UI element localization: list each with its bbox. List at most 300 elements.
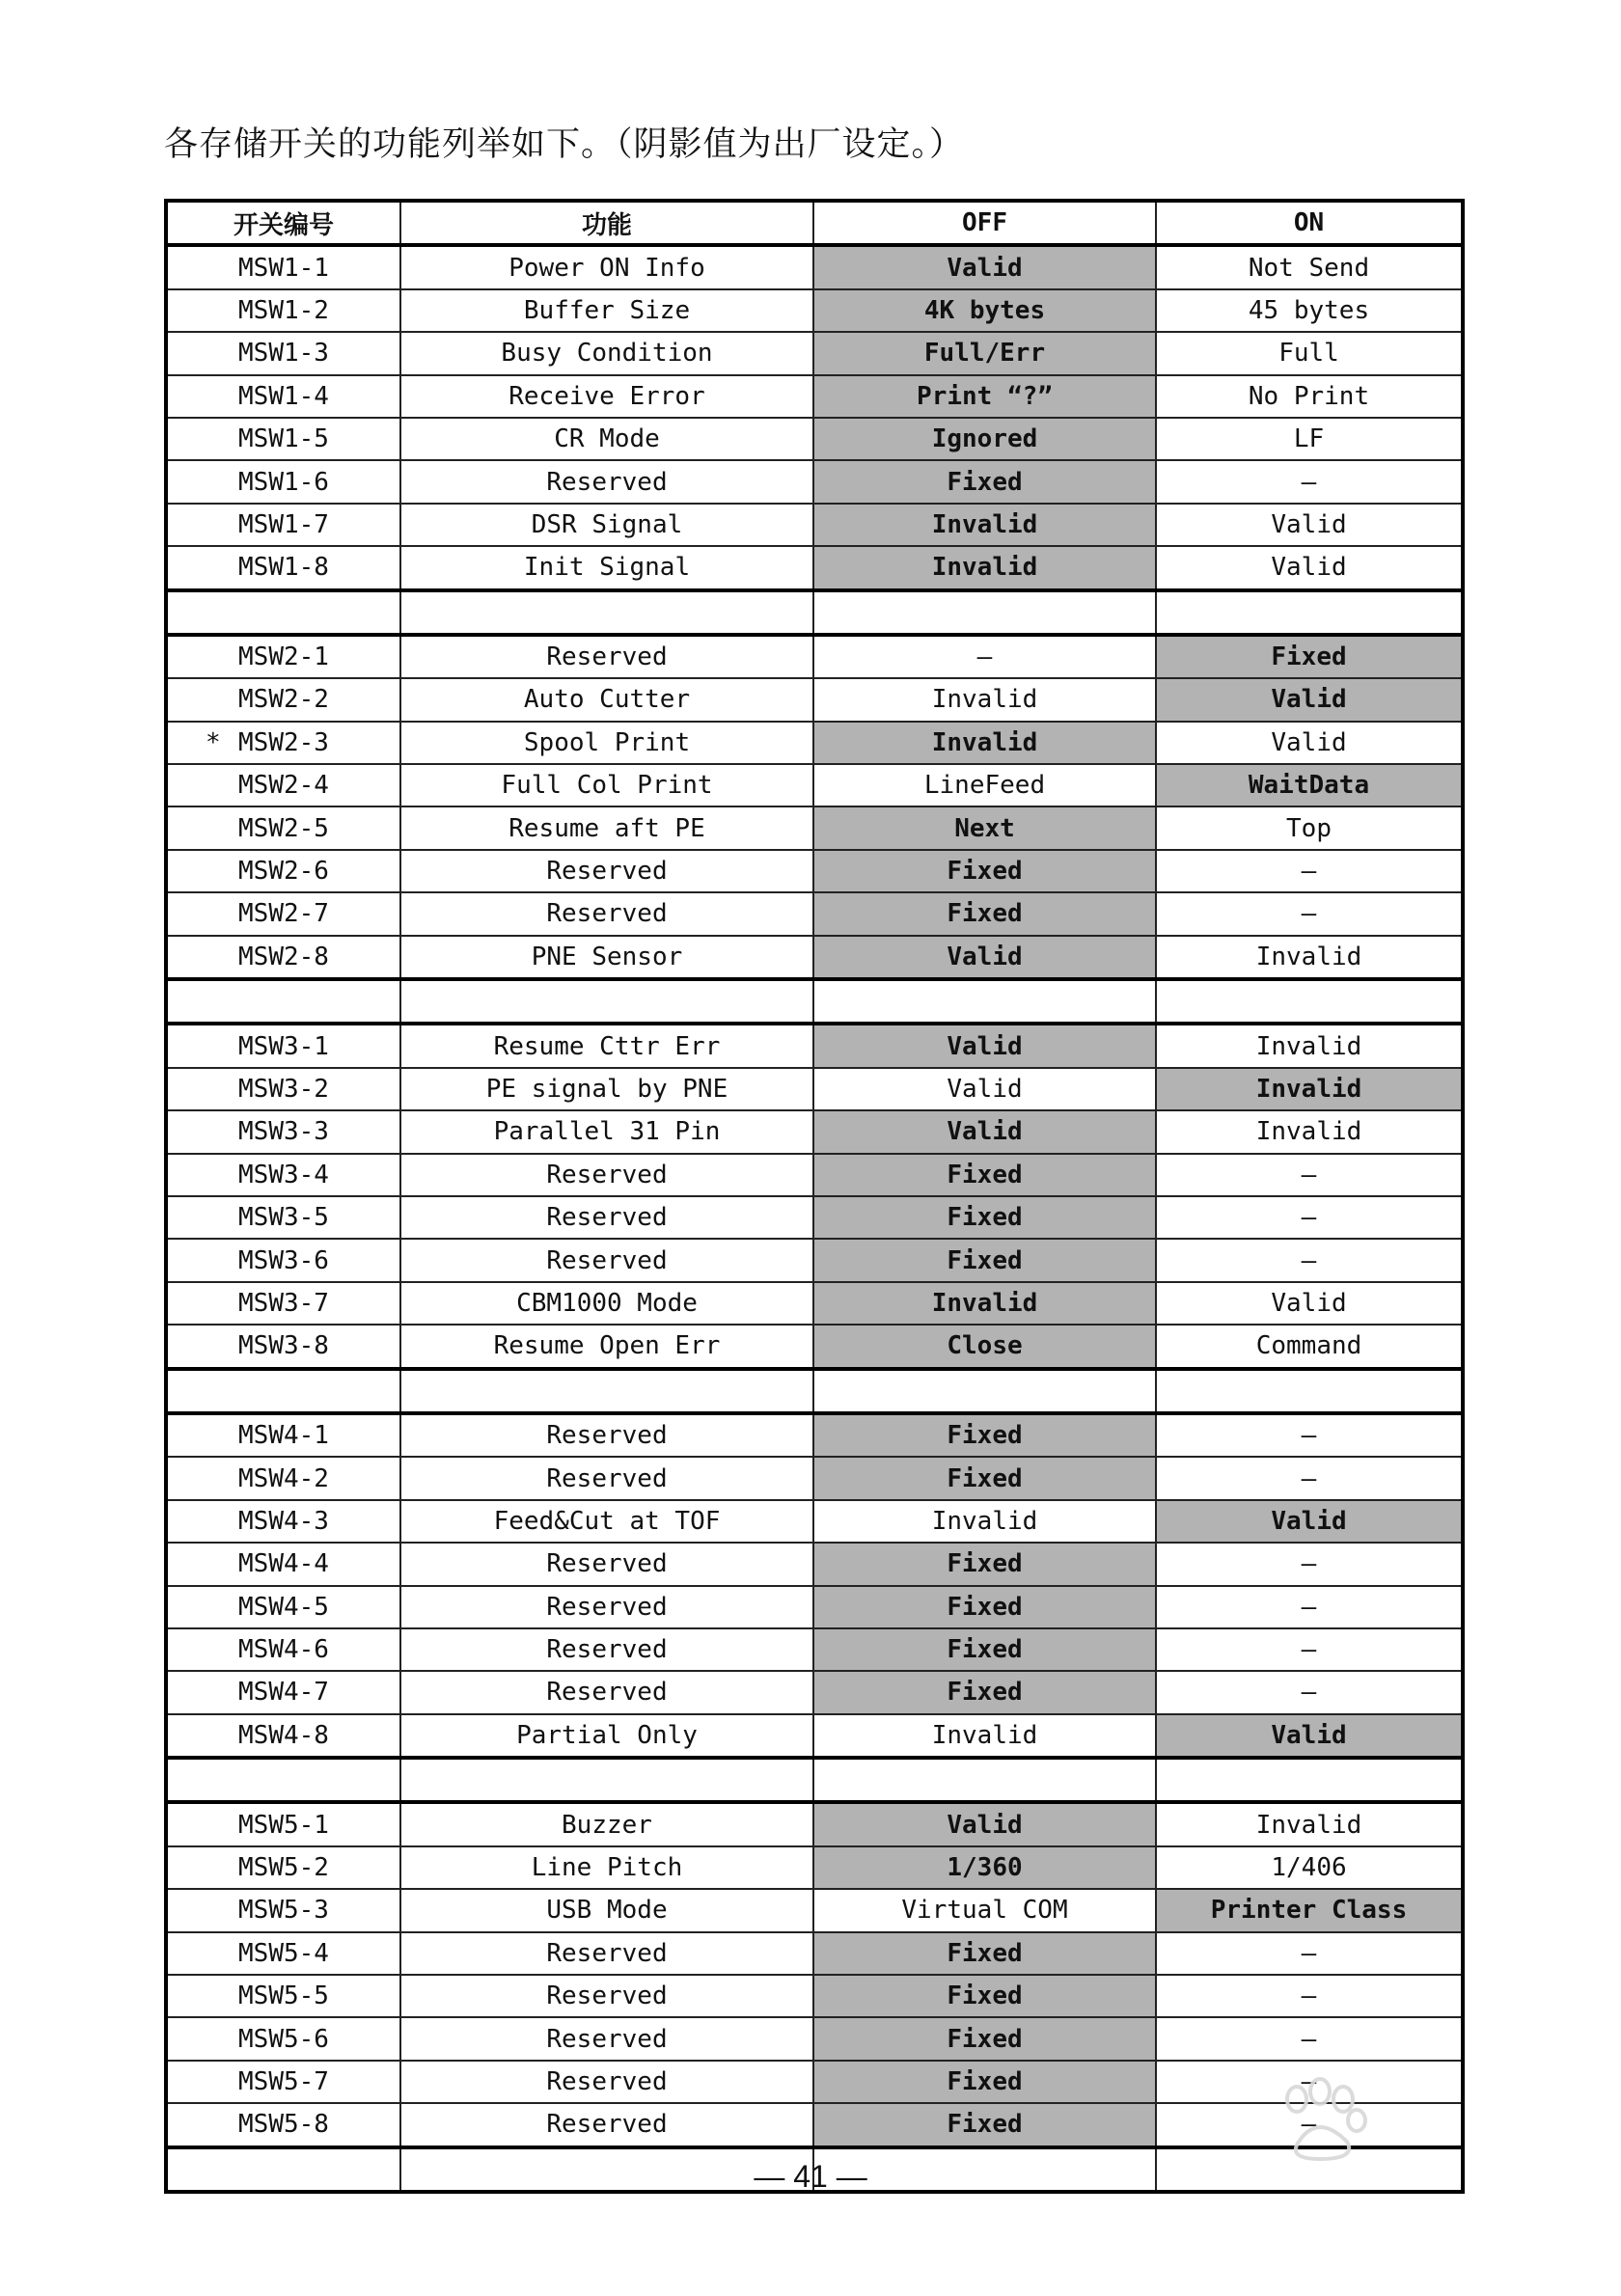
on-value-cell-text: Top [1286, 813, 1332, 843]
table-row [166, 1154, 1463, 1196]
off-value-cell [813, 289, 1156, 332]
function-cell [400, 332, 813, 374]
function-cell [400, 850, 813, 892]
page-number: — 41 — [754, 2159, 867, 2194]
switch-no-cell [166, 1110, 400, 1153]
off-value-cell [813, 678, 1156, 721]
on-value-cell [1156, 1068, 1463, 1110]
function-cell-text: Line Pitch [531, 1853, 683, 1883]
off-value-cell [813, 1196, 1156, 1239]
on-value-cell-text: — [1301, 1982, 1317, 2011]
switch-no-cell-text: MSW1-5 [238, 424, 329, 454]
on-value-cell [1156, 1586, 1463, 1628]
switch-no-cell-text: MSW2-7 [238, 899, 329, 929]
on-value-cell-text: Not Send [1248, 253, 1370, 283]
on-value-cell-text: — [1301, 1203, 1317, 1233]
on-value-cell-text: — [1301, 899, 1317, 929]
on-value-cell [1156, 504, 1463, 546]
switch-no-cell-text: MSW5-6 [238, 2024, 329, 2054]
function-cell-text: USB Mode [546, 1896, 668, 1926]
blank-cell [813, 1369, 1156, 1413]
switch-no-cell [166, 1846, 400, 1889]
table-row [166, 332, 1463, 374]
function-cell [400, 1500, 813, 1543]
on-value-cell-text: Printer Class [1210, 1896, 1408, 1926]
off-value-cell [813, 806, 1156, 849]
function-cell [400, 1154, 813, 1196]
function-cell-text: Partial Only [516, 1720, 698, 1750]
switch-no-cell-text: MSW4-4 [238, 1549, 329, 1579]
off-value-cell-text: Valid [947, 1075, 1023, 1104]
table-row [166, 892, 1463, 935]
on-value-cell [1156, 1628, 1463, 1671]
on-value-cell-text: WaitData [1248, 771, 1370, 801]
switch-no-cell [166, 1671, 400, 1713]
function-cell-text: Reserved [546, 1635, 668, 1665]
off-value-cell [813, 245, 1156, 288]
function-cell-text: Reserved [546, 642, 668, 672]
table-row [166, 1586, 1463, 1628]
table-row [166, 1802, 1463, 1845]
function-cell [400, 892, 813, 935]
function-cell [400, 1628, 813, 1671]
switch-no-cell-text: MSW4-1 [238, 1421, 329, 1451]
on-value-cell [1156, 2017, 1463, 2060]
table-row [166, 2017, 1463, 2060]
switch-no-cell-text: MSW3-6 [238, 1245, 329, 1275]
table-row [166, 418, 1463, 460]
switch-no-cell-text: MSW4-2 [238, 1463, 329, 1493]
on-value-cell-text: — [1301, 1549, 1317, 1579]
on-value-cell-text: — [1301, 467, 1317, 497]
on-value-cell [1156, 635, 1463, 678]
switch-no-cell [166, 1413, 400, 1457]
function-cell-text: Init Signal [523, 553, 691, 583]
off-value-cell [813, 2103, 1156, 2146]
on-value-cell [1156, 1239, 1463, 1281]
function-cell-text: Reserved [546, 857, 668, 887]
blank-cell [400, 1369, 813, 1413]
switch-no-cell [166, 332, 400, 374]
blank-cell [166, 590, 400, 635]
function-cell [400, 1239, 813, 1281]
function-cell [400, 418, 813, 460]
switch-no-cell-text: MSW3-7 [238, 1288, 329, 1318]
on-value-cell [1156, 1154, 1463, 1196]
switch-no-cell [166, 1282, 400, 1325]
switch-no-cell-text: MSW1-8 [238, 553, 329, 583]
off-value-cell [813, 418, 1156, 460]
function-cell [400, 460, 813, 503]
switch-no-cell-text: MSW5-2 [238, 1853, 329, 1883]
switch-no-cell-text: MSW4-7 [238, 1678, 329, 1708]
off-value-cell [813, 850, 1156, 892]
function-cell [400, 635, 813, 678]
function-cell-text: Reserved [546, 1982, 668, 2011]
off-value-cell-text: Virtual COM [901, 1896, 1068, 1926]
switch-no-cell [166, 1154, 400, 1196]
function-cell [400, 245, 813, 288]
function-cell [400, 1586, 813, 1628]
blank-cell [400, 590, 813, 635]
off-value-cell [813, 546, 1156, 589]
switch-no-cell-text: MSW3-5 [238, 1203, 329, 1233]
table-row [166, 764, 1463, 806]
off-value-cell [813, 1889, 1156, 1931]
on-value-cell-text: Command [1255, 1331, 1362, 1361]
switch-no-cell-text: MSW1-2 [238, 295, 329, 325]
switch-no-cell [166, 1239, 400, 1281]
blank-separator-row [166, 979, 1463, 1024]
on-value-cell-text: Invalid [1255, 1117, 1362, 1147]
off-value-cell-text: Fixed [947, 467, 1023, 497]
function-cell-text: Reserved [546, 1245, 668, 1275]
table-row [166, 936, 1463, 979]
on-value-cell-text: 1/406 [1271, 1853, 1347, 1883]
on-value-cell-text: Fixed [1271, 642, 1347, 672]
function-cell-text: Full Col Print [501, 771, 713, 801]
switch-no-cell-text: MSW4-5 [238, 1592, 329, 1622]
blank-cell [400, 1758, 813, 1802]
switch-no-cell [166, 1586, 400, 1628]
switch-no-cell-text: MSW5-3 [238, 1896, 329, 1926]
function-cell [400, 2061, 813, 2103]
function-cell [400, 1543, 813, 1585]
on-value-cell-text: 45 bytes [1248, 295, 1370, 325]
function-cell-text: Feed&Cut at TOF [493, 1506, 721, 1536]
off-value-cell-text: Invalid [931, 509, 1038, 539]
function-cell [400, 764, 813, 806]
memory-switch-table [164, 199, 1465, 2194]
off-value-cell-text: Valid [947, 1117, 1023, 1147]
switch-no-cell-text: MSW1-3 [238, 339, 329, 369]
switch-no-cell [166, 2103, 400, 2146]
function-cell-text: Reserved [546, 2024, 668, 2054]
switch-no-cell [166, 1628, 400, 1671]
off-value-cell-text: Fixed [947, 1421, 1023, 1451]
function-cell-text: CR Mode [554, 424, 660, 454]
on-value-cell-text: Full [1278, 339, 1339, 369]
off-value-cell-text: Invalid [931, 727, 1038, 757]
switch-no-cell [166, 289, 400, 332]
function-cell-text: Reserved [546, 899, 668, 929]
off-value-cell-text: Fixed [947, 2024, 1023, 2054]
on-value-cell [1156, 418, 1463, 460]
on-value-cell [1156, 1543, 1463, 1585]
table-row [166, 1196, 1463, 1239]
on-value-cell [1156, 1110, 1463, 1153]
table-row [166, 1500, 1463, 1543]
off-value-cell [813, 1802, 1156, 1845]
table-row [166, 1413, 1463, 1457]
on-value-cell-text: Valid [1271, 509, 1347, 539]
table-row [166, 850, 1463, 892]
off-value-cell [813, 1282, 1156, 1325]
function-cell-text: Reserved [546, 1463, 668, 1493]
on-value-cell [1156, 764, 1463, 806]
on-value-cell-text: — [1301, 1592, 1317, 1622]
table-row [166, 1975, 1463, 2017]
function-cell [400, 1196, 813, 1239]
function-cell [400, 936, 813, 979]
off-value-cell [813, 2017, 1156, 2060]
switch-no-cell-text: MSW2-4 [238, 771, 329, 801]
on-value-cell [1156, 1932, 1463, 1975]
off-value-cell-text: LineFeed [923, 771, 1046, 801]
table-row [166, 635, 1463, 678]
off-value-cell-text: Fixed [947, 1203, 1023, 1233]
blank-cell [813, 590, 1156, 635]
function-cell-text: Buzzer [562, 1810, 652, 1840]
off-value-cell [813, 1068, 1156, 1110]
switch-no-cell-text: MSW2-3 [238, 727, 329, 757]
off-value-cell-text: Fixed [947, 899, 1023, 929]
function-cell-text: Reserved [546, 467, 668, 497]
table-row [166, 1543, 1463, 1585]
table-header [166, 201, 1463, 245]
off-value-cell [813, 1714, 1156, 1758]
off-value-cell-text: Invalid [931, 1720, 1038, 1750]
function-cell-text: Reserved [546, 1592, 668, 1622]
function-cell [400, 806, 813, 849]
function-cell [400, 1282, 813, 1325]
on-value-cell [1156, 460, 1463, 503]
function-cell [400, 1110, 813, 1153]
off-value-cell [813, 1325, 1156, 1368]
table-row [166, 1024, 1463, 1067]
off-value-cell [813, 1975, 1156, 2017]
switch-no-cell [166, 806, 400, 849]
off-value-cell-text: Fixed [947, 1678, 1023, 1708]
switch-no-cell-text: MSW1-7 [238, 509, 329, 539]
blank-cell [1156, 979, 1463, 1024]
function-cell [400, 1068, 813, 1110]
switch-no-cell [166, 546, 400, 589]
off-value-cell-text: Invalid [931, 1288, 1038, 1318]
table-row [166, 1671, 1463, 1713]
switch-no-cell-text: MSW3-4 [238, 1160, 329, 1189]
function-cell-text: Auto Cutter [523, 685, 691, 715]
table-row [166, 1110, 1463, 1153]
table-row [166, 1068, 1463, 1110]
switch-no-cell [166, 1932, 400, 1975]
function-cell-text: Reserved [546, 1678, 668, 1708]
header-row [166, 201, 1463, 245]
function-cell-text: Reserved [546, 1549, 668, 1579]
on-value-cell-text: Valid [1271, 1720, 1347, 1750]
off-value-cell [813, 1932, 1156, 1975]
blank-cell [166, 1758, 400, 1802]
off-value-cell-text: Fixed [947, 2110, 1023, 2140]
on-value-cell-text: — [1301, 1678, 1317, 1708]
on-value-cell-text: — [1301, 2110, 1317, 2140]
switch-no-cell-text: MSW4-3 [238, 1506, 329, 1536]
off-value-cell-text: Invalid [931, 685, 1038, 715]
function-cell-text: PE signal by PNE [485, 1075, 728, 1104]
off-value-cell [813, 1543, 1156, 1585]
switch-no-cell [166, 375, 400, 418]
switch-no-cell [166, 892, 400, 935]
function-cell-text: Power ON Info [508, 253, 705, 283]
switch-no-cell [166, 504, 400, 546]
function-cell [400, 504, 813, 546]
function-cell-text: Parallel 31 Pin [493, 1117, 721, 1147]
on-value-cell [1156, 1671, 1463, 1713]
switch-no-cell [166, 245, 400, 288]
function-cell-text: DSR Signal [531, 509, 683, 539]
on-value-cell [1156, 1889, 1463, 1931]
function-cell-text: Buffer Size [523, 295, 691, 325]
on-value-cell-text: Valid [1271, 685, 1347, 715]
switch-no-cell-text: MSW3-8 [238, 1331, 329, 1361]
on-value-cell [1156, 332, 1463, 374]
switch-no-cell-text: MSW2-6 [238, 857, 329, 887]
function-cell [400, 678, 813, 721]
off-value-cell-text: — [976, 642, 993, 672]
function-cell [400, 1846, 813, 1889]
switch-no-cell-text: MSW2-5 [238, 813, 329, 843]
switch-no-cell-text: MSW2-2 [238, 685, 329, 715]
off-value-cell-text: Close [947, 1331, 1023, 1361]
off-value-cell-text: Fixed [947, 857, 1023, 887]
switch-no-cell [166, 1457, 400, 1499]
table-row [166, 1457, 1463, 1499]
function-cell [400, 546, 813, 589]
table-body [166, 245, 1463, 2192]
on-value-cell-text: LF [1293, 424, 1325, 454]
switch-no-cell-text: MSW3-3 [238, 1117, 329, 1147]
on-value-cell-text: No Print [1248, 381, 1370, 411]
off-value-cell [813, 1457, 1156, 1499]
switch-no-cell [166, 1975, 400, 2017]
switch-no-cell [166, 850, 400, 892]
col-header-switch-no: 开关编号 [166, 201, 400, 245]
switch-no-cell [166, 1802, 400, 1845]
function-cell [400, 1714, 813, 1758]
table-row [166, 1889, 1463, 1931]
switch-no-cell [166, 1068, 400, 1110]
function-cell [400, 1671, 813, 1713]
blank-separator-row [166, 1758, 1463, 1802]
on-value-cell [1156, 1282, 1463, 1325]
table-row [166, 1239, 1463, 1281]
switch-no-cell-text: MSW5-7 [238, 2066, 329, 2096]
function-cell [400, 1413, 813, 1457]
function-cell-text: Reserved [546, 1421, 668, 1451]
off-value-cell [813, 375, 1156, 418]
off-value-cell [813, 2061, 1156, 2103]
off-value-cell-text: Next [954, 813, 1015, 843]
switch-no-cell-text: MSW2-8 [238, 942, 329, 971]
off-value-cell-text: Valid [947, 942, 1023, 971]
off-value-cell-text: Full/Err [923, 339, 1046, 369]
function-cell [400, 1975, 813, 2017]
function-cell-text: Busy Condition [501, 339, 713, 369]
off-value-cell-text: Fixed [947, 1549, 1023, 1579]
off-value-cell [813, 1024, 1156, 1067]
table-row [166, 460, 1463, 503]
on-value-cell [1156, 1846, 1463, 1889]
switch-no-cell-text: MSW5-4 [238, 1938, 329, 1968]
switch-no-cell: * MSW2-3 [166, 722, 400, 764]
switch-no-cell-text: MSW5-8 [238, 2110, 329, 2140]
on-value-cell-text: — [1301, 857, 1317, 887]
off-value-cell-text: Valid [947, 253, 1023, 283]
function-cell-text: Resume Open Err [493, 1331, 721, 1361]
switch-no-cell-text: MSW3-1 [238, 1031, 329, 1061]
on-value-cell-text: — [1301, 2024, 1317, 2054]
switch-no-cell-text: MSW1-4 [238, 381, 329, 411]
function-cell [400, 2103, 813, 2146]
blank-cell [166, 979, 400, 1024]
switch-no-cell [166, 460, 400, 503]
switch-no-cell [166, 936, 400, 979]
on-value-cell-text: Valid [1271, 727, 1347, 757]
switch-no-cell [166, 1325, 400, 1368]
on-value-cell [1156, 375, 1463, 418]
switch-no-cell [166, 635, 400, 678]
blank-cell [1156, 590, 1463, 635]
switch-no-cell-text: MSW3-2 [238, 1075, 329, 1104]
table-row [166, 1932, 1463, 1975]
on-value-cell-text: — [1301, 1463, 1317, 1493]
on-value-cell [1156, 289, 1463, 332]
switch-no-cell [166, 1543, 400, 1585]
table-row [166, 546, 1463, 589]
off-value-cell [813, 764, 1156, 806]
off-value-cell-text: 4K bytes [923, 295, 1046, 325]
col-header-off: OFF [813, 201, 1156, 245]
on-value-cell [1156, 892, 1463, 935]
off-value-cell [813, 332, 1156, 374]
on-value-cell [1156, 1024, 1463, 1067]
off-value-cell [813, 936, 1156, 979]
function-cell-text: Resume Cttr Err [493, 1031, 721, 1061]
on-value-cell [1156, 1325, 1463, 1368]
off-value-cell-text: Fixed [947, 1245, 1023, 1275]
function-cell-text: Reserved [546, 1938, 668, 1968]
blank-cell [166, 1369, 400, 1413]
blank-separator-row [166, 590, 1463, 635]
function-cell [400, 1024, 813, 1067]
on-value-cell [1156, 245, 1463, 288]
function-cell [400, 722, 813, 764]
switch-no-cell [166, 678, 400, 721]
on-value-cell-text: — [1301, 1421, 1317, 1451]
on-value-cell [1156, 1802, 1463, 1845]
off-value-cell [813, 892, 1156, 935]
on-value-cell [1156, 722, 1463, 764]
on-value-cell-text: Invalid [1255, 942, 1362, 971]
off-value-cell [813, 1846, 1156, 1889]
switch-no-cell [166, 764, 400, 806]
on-value-cell [1156, 806, 1463, 849]
off-value-cell-text: Fixed [947, 1635, 1023, 1665]
page-heading: 各存储开关的功能列举如下。（阴影值为出厂设定。） [164, 125, 965, 164]
off-value-cell [813, 460, 1156, 503]
blank-separator-row [166, 1369, 1463, 1413]
on-value-cell-text: — [1301, 2066, 1317, 2096]
off-value-cell-text: Fixed [947, 1938, 1023, 1968]
switch-no-cell [166, 1889, 400, 1931]
table-row [166, 375, 1463, 418]
function-cell [400, 1325, 813, 1368]
switch-no-cell [166, 1196, 400, 1239]
off-value-cell-text: Valid [947, 1031, 1023, 1061]
off-value-cell [813, 1500, 1156, 1543]
function-cell [400, 1802, 813, 1845]
function-cell [400, 1889, 813, 1931]
